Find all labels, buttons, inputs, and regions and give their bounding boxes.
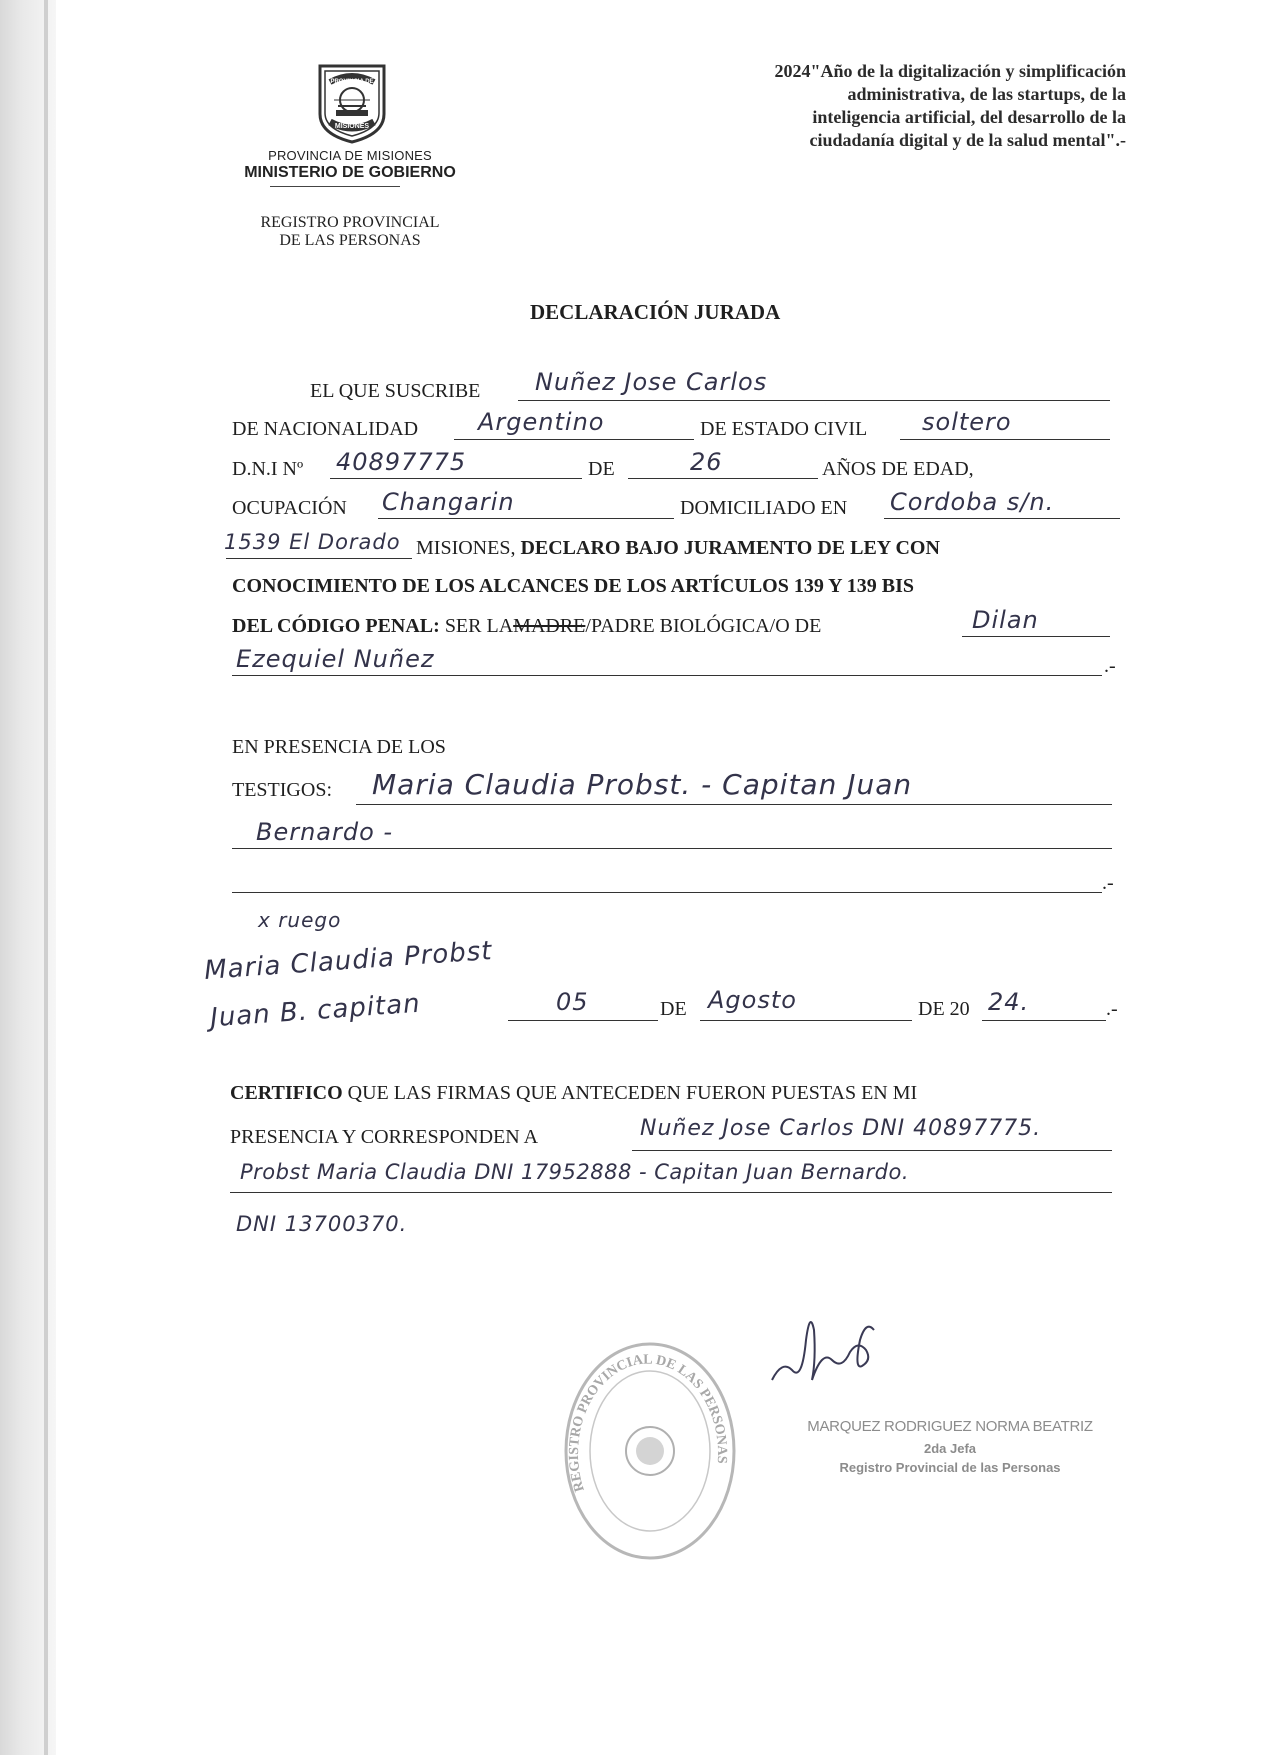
hw-testigos-2: Bernardo - xyxy=(256,818,394,846)
seal-bottom-text: MISIONES xyxy=(334,123,370,130)
official-name-stamp xyxy=(800,1418,1100,1475)
hw-ocupacion: Changarin xyxy=(382,488,515,516)
registry-stamp-icon xyxy=(562,1340,738,1562)
hw-mes: Agosto xyxy=(708,986,797,1014)
label-domiciliado: DOMICILIADO EN xyxy=(680,497,848,519)
scan-edge-line xyxy=(44,0,48,1755)
label-declaro-1: DECLARO BAJO JURAMENTO DE LEY CON xyxy=(520,537,940,559)
page-title: DECLARACIÓN JURADA xyxy=(530,300,781,324)
label-padre: /PADRE BIOLÓGICA/O DE xyxy=(585,615,822,637)
hw-certifica-1: Nuñez Jose Carlos DNI 40897775. xyxy=(640,1116,1042,1141)
hw-dni: 40897775 xyxy=(336,448,467,476)
witness-signature-1: Maria Claudia Probst xyxy=(203,935,494,987)
province-seal-icon xyxy=(308,56,396,144)
hw-localidad: 1539 El Dorado xyxy=(224,530,401,554)
fill-line xyxy=(232,675,1102,676)
label-nacionalidad: DE NACIONALIDAD xyxy=(232,418,419,440)
label-de: DE xyxy=(588,458,615,480)
hw-nombre: Nuñez Jose Carlos xyxy=(535,368,768,396)
hw-hijo-2: Ezequiel Nuñez xyxy=(236,645,435,673)
line-end-mark: .- xyxy=(1104,655,1116,677)
label-ocupacion: OCUPACIÓN xyxy=(232,497,347,519)
label-certifico-rest: QUE LAS FIRMAS QUE ANTECEDEN FUERON PUESTAS EN MI xyxy=(347,1082,918,1104)
hw-estado-civil: soltero xyxy=(922,408,1012,436)
fill-line xyxy=(232,892,1102,893)
province-name: PROVINCIA DE MISIONES xyxy=(268,148,432,163)
label-certifico: CERTIFICO xyxy=(230,1082,343,1104)
hw-ruego: x ruego xyxy=(258,908,342,932)
label-estado-civil: DE ESTADO CIVIL xyxy=(700,418,868,440)
declaro-line-1 xyxy=(416,537,940,560)
hw-dia: 05 xyxy=(556,988,589,1016)
fill-line xyxy=(508,1020,658,1021)
fill-line xyxy=(454,439,694,440)
label-madre: MADRE xyxy=(513,615,586,637)
official-signature-icon xyxy=(762,1300,892,1400)
line-end-mark: .- xyxy=(1106,998,1118,1020)
motto-line: inteligencia artificial, del desarrollo de la xyxy=(812,107,1126,127)
ministry-name: MINISTERIO DE GOBIERNO xyxy=(244,164,456,181)
fill-line xyxy=(518,400,1110,401)
label-codigo-penal: DEL CÓDIGO PENAL: xyxy=(232,615,440,637)
hw-hijo-1: Dilan xyxy=(972,606,1039,634)
label-presencia: EN PRESENCIA DE LOS xyxy=(232,736,446,758)
label-suscribe: EL QUE SUSCRIBE xyxy=(310,380,481,402)
motto-line: ciudadanía digital y de la salud mental".- xyxy=(809,130,1126,150)
label-presencia-corresponden: PRESENCIA Y CORRESPONDEN A xyxy=(230,1126,539,1148)
label-de-mes: DE xyxy=(660,998,687,1020)
registry-line-2: DE LAS PERSONAS xyxy=(279,232,421,249)
fill-line xyxy=(962,636,1110,637)
label-ser-la: SER LA xyxy=(444,615,514,637)
fill-line xyxy=(628,478,818,479)
label-anios: AÑOS DE EDAD, xyxy=(822,458,974,480)
fill-line xyxy=(356,804,1112,805)
hw-certifica-3: DNI 13700370. xyxy=(236,1212,408,1236)
label-declaro-2: CONOCIMIENTO DE LOS ALCANCES DE LOS ARTÍCULOS 139 Y 139 BIS xyxy=(232,575,915,597)
seal-top-text: PROVINCIA DE xyxy=(330,79,374,85)
registry-line-1: REGISTRO PROVINCIAL xyxy=(260,214,440,231)
hw-nacionalidad: Argentino xyxy=(478,408,605,436)
fill-line xyxy=(982,1020,1106,1021)
certifico-line xyxy=(230,1082,917,1105)
fill-line xyxy=(330,478,582,479)
year-motto xyxy=(600,60,1126,152)
fill-line xyxy=(700,1020,912,1021)
fill-line xyxy=(226,558,412,559)
official-name: MARQUEZ RODRIGUEZ NORMA BEATRIZ xyxy=(807,1418,1093,1435)
fill-line xyxy=(632,1150,1112,1151)
fill-line xyxy=(378,518,674,519)
fill-line xyxy=(230,1192,1112,1193)
stamp-text: REGISTRO PROVINCIAL DE LAS PERSONAS xyxy=(566,1352,730,1494)
hw-testigos-1: Maria Claudia Probst. - Capitan Juan xyxy=(372,768,913,801)
label-misiones: MISIONES, xyxy=(416,537,516,559)
line-end-mark: .- xyxy=(1102,872,1114,894)
fill-line xyxy=(900,439,1110,440)
hw-edad: 26 xyxy=(690,448,723,476)
official-role: 2da Jefa xyxy=(923,1441,977,1456)
declaro-line-3 xyxy=(232,615,821,638)
registry-name xyxy=(200,214,500,250)
label-de-anio: DE 20 xyxy=(918,998,970,1020)
hw-certifica-2: Probst Maria Claudia DNI 17952888 - Capitan Juan Bernardo. xyxy=(240,1160,910,1184)
motto-line: 2024"Año de la digitalización y simplificación xyxy=(774,61,1126,81)
label-dni: D.N.I Nº xyxy=(232,458,304,480)
hw-domicilio: Cordoba s/n. xyxy=(890,488,1055,516)
witness-signature-2: Juan B. capitan xyxy=(209,988,422,1034)
motto-line: administrativa, de las startups, de la xyxy=(847,84,1126,104)
fill-line xyxy=(884,518,1120,519)
label-testigos: TESTIGOS: xyxy=(232,779,332,801)
fill-line xyxy=(232,848,1112,849)
official-office: Registro Provincial de las Personas xyxy=(839,1460,1061,1475)
hw-anio: 24. xyxy=(988,988,1030,1016)
header-divider xyxy=(270,186,400,187)
